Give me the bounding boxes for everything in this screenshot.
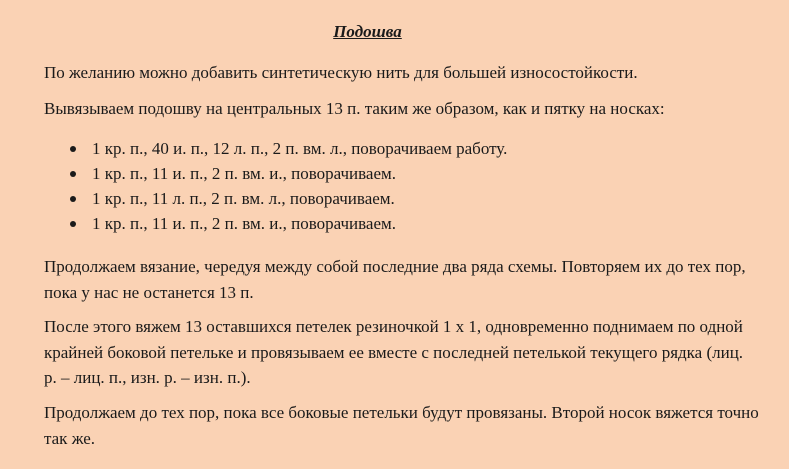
step-text: 1 кр. п., 11 л. п., 2 п. вм. л., поворачиваем. (92, 189, 395, 208)
list-item (44, 161, 507, 186)
list-item (44, 136, 507, 161)
list-item (44, 211, 507, 236)
continue-paragraph: Продолжаем вязание, чередуя между собой последние два ряда схемы. Повторяем их до тех пор, пока у нас не останется 13 п. (44, 257, 746, 302)
final-paragraph: Продолжаем до тех пор, пока все боковые петельки будут провязаны. Второй носок вяжется точно так же. (44, 403, 759, 448)
sole-instructions-paragraph: Вывязываем подошву на центральных 13 п. таким же образом, как и пятку на носках: (44, 99, 665, 118)
step-text: 1 кр. п., 11 и. п., 2 п. вм. и., поворачиваем. (92, 214, 397, 233)
section-title: Подошва (333, 22, 402, 41)
ribbing-paragraph: После этого вяжем 13 оставшихся петелек резиночкой 1 х 1, одновременно поднимаем по одной крайней боковой петельке и провязываем ее вместе с последней петелькой текущего рядка (лиц. р. – лиц. п., изн. р. – изн. п.). (44, 317, 744, 387)
steps-list (44, 136, 507, 236)
intro-paragraph: По желанию можно добавить синтетическую нить для большей износостойкости. (44, 63, 638, 82)
bullet-icon (70, 146, 76, 152)
step-text: 1 кр. п., 11 и. п., 2 п. вм. и., поворачиваем. (92, 164, 397, 183)
bullet-icon (70, 221, 76, 227)
bullet-icon (70, 171, 76, 177)
list-item (44, 186, 507, 211)
bullet-icon (70, 196, 76, 202)
step-text: 1 кр. п., 40 и. п., 12 л. п., 2 п. вм. л., поворачиваем работу. (92, 139, 508, 158)
